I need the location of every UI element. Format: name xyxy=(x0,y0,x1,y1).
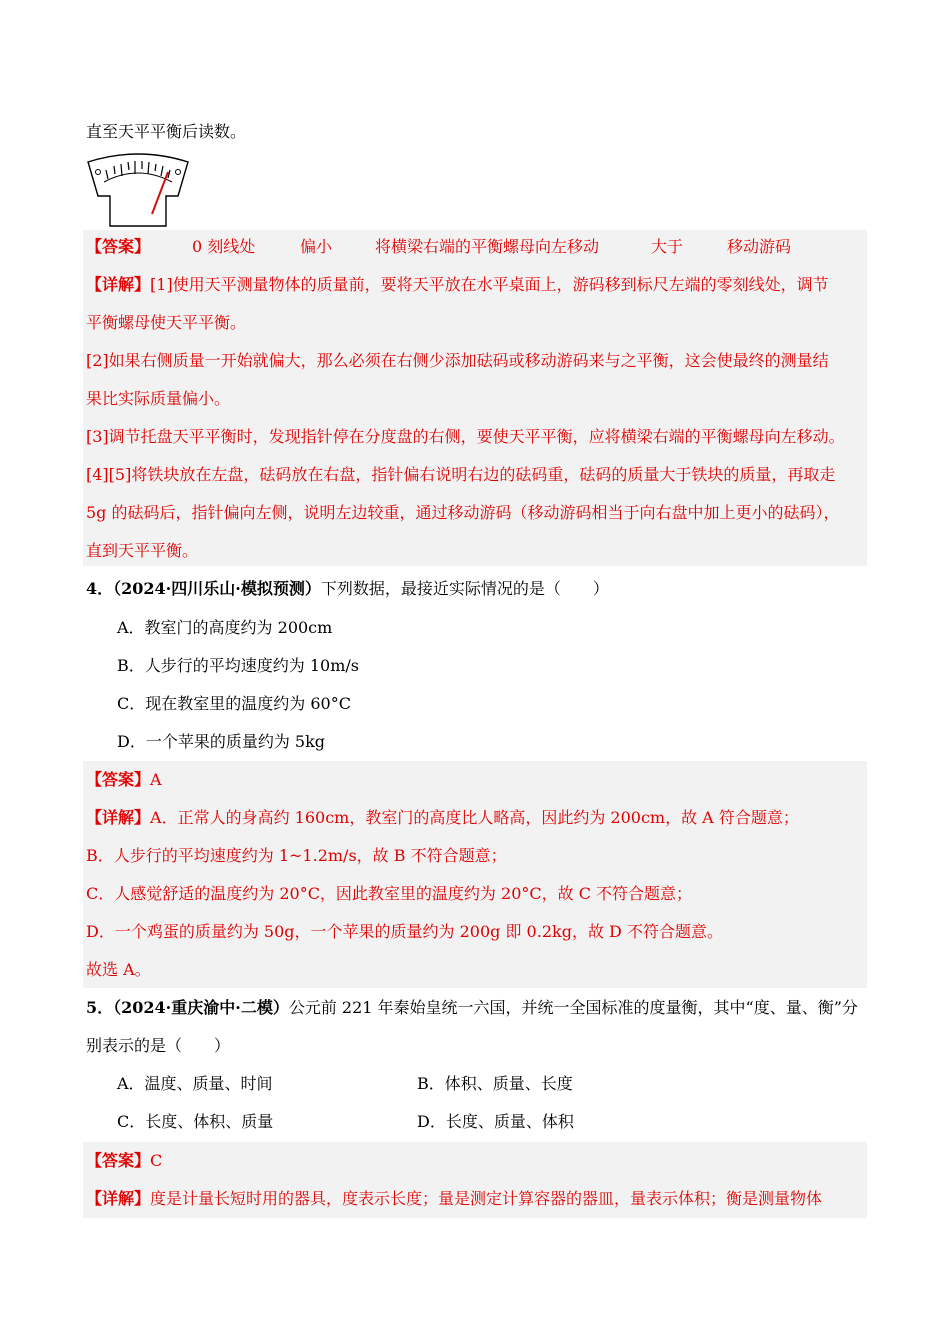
q4-answer-block xyxy=(83,761,867,988)
q3-detail-line-7: 5g 的砝码后，指针偏向左侧，说明左边较重，通过移动游码（移动游码相当于向右盘中加上更小的砝码）， xyxy=(86,503,840,522)
q4-answer xyxy=(86,769,162,791)
q4-stem xyxy=(86,578,609,600)
q4-detail-line-2: B．人步行的平均速度约为 1~1.2m/s，故 B 不符合题意； xyxy=(86,846,507,865)
q4-detail-line-4: D．一个鸡蛋的质量约为 50g，一个苹果的质量约为 200g 即 0.2kg，故 D 不符合题意。 xyxy=(86,922,723,941)
q3-detail-label: 【详解】 xyxy=(86,275,151,294)
q4-option-d: D．一个苹果的质量约为 5kg xyxy=(117,732,326,751)
q5-detail-label: 【详解】 xyxy=(86,1189,151,1208)
q4-source: （2024·四川乐山·模拟预测） xyxy=(113,579,321,598)
q5-stem-line-2: 别表示的是（ ） xyxy=(86,1036,231,1055)
q5-answer-value: C xyxy=(150,1151,163,1170)
q3-detail-line-8: 直到天平平衡。 xyxy=(86,541,199,560)
balance-scale-dial-icon xyxy=(84,152,192,228)
q4-option-c: C．现在教室里的温度约为 60°C xyxy=(117,694,351,713)
q5-detail-line-1: 【详解】度是计量长短时用的器具，度表示长度；量是测定计算容器的器皿，量表示体积；衡是测量物体 xyxy=(86,1189,823,1208)
q4-number: 4． xyxy=(86,579,114,598)
q5-option-b: B．体积、质量、长度 xyxy=(417,1074,573,1093)
q3-detail-line-5: [3]调节托盘天平平衡时，发现指针停在分度盘的右侧，要使天平平衡，应将横梁右端的平衡螺母向左移动。 xyxy=(86,427,845,446)
q5-answer xyxy=(86,1150,162,1172)
q5-option-a: A．温度、质量、时间 xyxy=(117,1074,273,1093)
q3-answer-2: 偏小 xyxy=(300,237,333,256)
q3-answer-5: 移动游码 xyxy=(727,237,792,256)
q3-detail-line-2: 平衡螺母使天平平衡。 xyxy=(86,313,247,332)
intro-line: 直至天平平衡后读数。 xyxy=(86,122,247,141)
q5-number: 5． xyxy=(86,998,114,1017)
q3-detail-line-1: 【详解】[1]使用天平测量物体的质量前，要将天平放在水平桌面上，游码移到标尺左端的零刻线处，调节 xyxy=(86,275,829,294)
q3-detail-line-4: 果比实际质量偏小。 xyxy=(86,389,231,408)
q3-answer-1: 0 刻线处 xyxy=(192,237,256,256)
q5-answer-label: 【答案】 xyxy=(86,1151,151,1170)
q4-stem-text: 下列数据，最接近实际情况的是（ ） xyxy=(320,579,609,598)
q4-answer-value: A xyxy=(150,770,162,789)
q4-detail-line-3: C．人感觉舒适的温度约为 20°C，因此教室里的温度约为 20°C，故 C 不符合题意； xyxy=(86,884,693,903)
q5-stem-line-1: 5．（2024·重庆渝中·二模）公元前 221 年秦始皇统一六国，并统一全国标准的度量衡，其中“度、量、衡”分 xyxy=(86,998,858,1017)
q3-detail-line-6: [4][5]将铁块放在左盘，砝码放在右盘，指针偏右说明右边的砝码重，砝码的质量大于铁块的质量，再取走 xyxy=(86,465,836,484)
q3-answer-4: 大于 xyxy=(651,237,684,256)
q4-option-b: B．人步行的平均速度约为 10m/s xyxy=(117,656,359,675)
q5-source: （2024·重庆渝中·二模） xyxy=(113,998,289,1017)
q4-answer-label: 【答案】 xyxy=(86,770,151,789)
q4-option-a: A．教室门的高度约为 200cm xyxy=(117,618,333,637)
q5-option-c: C．长度、体积、质量 xyxy=(117,1112,274,1131)
q5-option-d: D．长度、质量、体积 xyxy=(417,1112,574,1131)
q4-detail-label: 【详解】 xyxy=(86,808,151,827)
q3-answer-label: 【答案】 xyxy=(86,237,151,256)
q3-answer-3: 将横梁右端的平衡螺母向左移动 xyxy=(375,237,600,256)
q4-detail-line-5: 故选 A。 xyxy=(86,960,151,979)
q3-detail-line-3: [2]如果右侧质量一开始就偏大，那么必须在右侧少添加砝码或移动游码来与之平衡，这会使最终的测量结 xyxy=(86,351,829,370)
q4-detail-line-1: 【详解】A．正常人的身高约 160cm，教室门的高度比人略高，因此约为 200cm，故 A 符合题意； xyxy=(86,808,799,827)
